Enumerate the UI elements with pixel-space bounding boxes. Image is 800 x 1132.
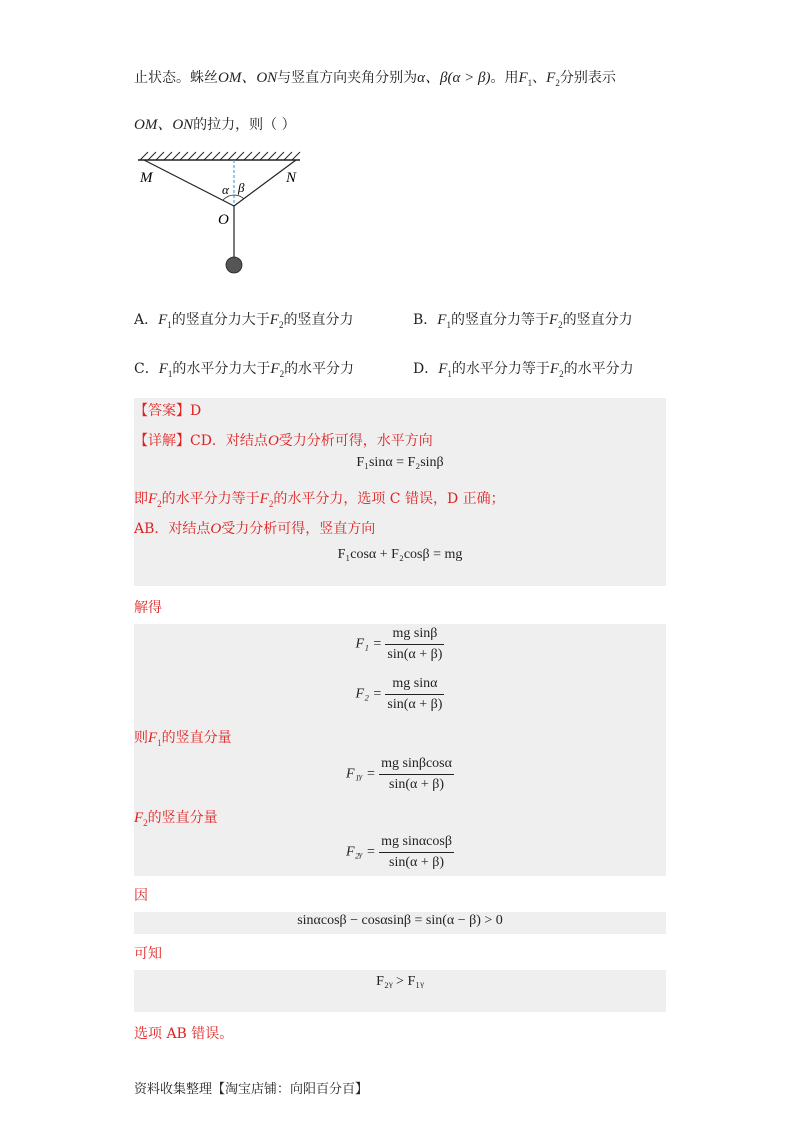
eq-lhs: F₁ = xyxy=(355,636,382,652)
then-f1-label xyxy=(134,728,232,753)
option-c[interactable] xyxy=(134,359,354,384)
detail-text: 的水平分力，选项 C 错误，D 正确； xyxy=(273,491,505,507)
o-symbol: O xyxy=(210,521,222,537)
angles-label: α、β(α > β) xyxy=(417,70,491,86)
answer-label: 【答案】D xyxy=(134,403,202,419)
f1-symbol: $F_1$ xyxy=(158,361,173,379)
option-letter: D． xyxy=(413,361,439,377)
option-d[interactable] xyxy=(413,359,634,384)
equation-vertical: F₁cosα + F₂cosβ = mg xyxy=(337,547,463,562)
detail-line-f2 xyxy=(134,489,505,514)
eq-lhs: F₂ᵧ = xyxy=(346,844,376,860)
label-m: M xyxy=(140,170,153,186)
question-text: 与竖直方向夹角分别为 xyxy=(277,70,418,86)
question-text: 的拉力，则（ ） xyxy=(193,117,296,133)
equation-f2y xyxy=(134,834,666,871)
detail-text: 的水平分力等于 xyxy=(161,491,260,507)
detail-text: 【详解】CD．对结点 xyxy=(134,433,268,449)
option-letter: A． xyxy=(134,312,159,328)
pendulum-figure xyxy=(130,148,310,278)
question-text: 分别表示 xyxy=(559,70,616,86)
equation-f1y xyxy=(134,756,666,793)
f1-symbol: $F_1$ xyxy=(437,312,451,330)
known-label: 可知 xyxy=(134,946,162,962)
detail-text: 则 xyxy=(134,730,148,746)
f2-symbol: $F_2$ xyxy=(148,491,162,509)
o-symbol: O xyxy=(267,433,279,449)
f2-symbol: $F_2$ xyxy=(269,312,284,330)
question-line-2 xyxy=(134,115,296,135)
equation-f2 xyxy=(134,676,666,713)
f2-symbol: $F_2$ xyxy=(546,70,560,88)
option-text: 的竖直分力大于 xyxy=(171,312,270,328)
f1-symbol: $F_1$ xyxy=(438,361,452,379)
option-text: 的水平分力大于 xyxy=(172,361,271,377)
fraction: $\frac{\text{mg sinα}}{\sin(\alpha + \beta)}$ xyxy=(387,676,443,712)
label-n: N xyxy=(286,170,297,186)
f1-symbol: $F_1$ xyxy=(518,70,533,88)
option-letter: B． xyxy=(413,312,438,328)
fraction: $\frac{\text{mg sinβcosα}}{\sin(\alpha + \beta)}$ xyxy=(381,756,452,792)
label-alpha: α xyxy=(222,182,229,197)
equation-horizontal: F₁sinα = F₂sinβ xyxy=(356,455,444,470)
detail-line-ab xyxy=(134,519,375,539)
option-text: 的竖直分力等于 xyxy=(450,312,549,328)
f2-symbol: $F_2$ xyxy=(270,361,285,379)
om-on-label: OM、ON xyxy=(134,117,194,133)
question-text: 止状态。蛛丝 xyxy=(134,70,218,86)
f1-symbol: $F_1$ xyxy=(148,730,162,748)
detail-text: 受力分析可得，竖直方向 xyxy=(221,521,376,537)
option-text: 的水平分力等于 xyxy=(451,361,550,377)
fraction: $\frac{\text{mg sinβ}}{\sin(\alpha + \beta)}$ xyxy=(387,626,443,662)
option-text: 的水平分力 xyxy=(563,361,634,377)
eq-lhs: F₂ = xyxy=(355,686,382,702)
option-b[interactable] xyxy=(413,310,633,335)
question-text: 。用 xyxy=(490,70,519,86)
equation-f1 xyxy=(134,626,666,663)
ceiling-hatch xyxy=(140,152,300,160)
detail-text: 的竖直分量 xyxy=(147,810,218,826)
f2-symbol: $F_2$ xyxy=(259,491,274,509)
option-text: 的水平分力 xyxy=(284,361,355,377)
om-on-label: OM、ON xyxy=(218,70,278,86)
question-line-1 xyxy=(134,68,616,93)
equation-sin-diff: sinαcosβ − cosαsinβ = sin(α − β) > 0 xyxy=(297,913,503,928)
because-label: 因 xyxy=(134,888,148,904)
f2-symbol: $F_2$ xyxy=(134,810,148,828)
string-om xyxy=(144,160,234,206)
option-letter: C． xyxy=(134,361,159,377)
option-text: 的竖直分力 xyxy=(283,312,354,328)
label-beta: β xyxy=(238,180,245,195)
f2-symbol: $F_2$ xyxy=(549,361,564,379)
solve-label: 解得 xyxy=(134,600,162,616)
detail-text: 即 xyxy=(134,491,148,507)
option-text: 的竖直分力 xyxy=(562,312,633,328)
footer-text: 资料收集整理【淘宝店铺：向阳百分百】 xyxy=(134,1082,369,1097)
f2-symbol: $F_2$ xyxy=(548,312,563,330)
ball xyxy=(226,257,242,273)
detail-text: 受力分析可得，水平方向 xyxy=(278,433,433,449)
eq-lhs: F₁ᵧ = xyxy=(346,766,376,782)
conclusion: 选项 AB 错误。 xyxy=(134,1026,234,1042)
detail-text: 的竖直分量 xyxy=(161,730,232,746)
f2-vertical-label xyxy=(134,808,218,833)
equation-compare: F₂ᵧ > F₁ᵧ xyxy=(376,974,424,989)
fraction: $\frac{\text{mg sinαcosβ}}{\sin(\alpha + \beta)}$ xyxy=(381,834,452,870)
option-a[interactable] xyxy=(134,310,353,335)
detail-line-cd xyxy=(134,431,433,451)
detail-text: AB．对结点 xyxy=(134,521,211,537)
separator: 、 xyxy=(532,70,547,86)
f1-symbol: $F_1$ xyxy=(158,312,172,330)
label-o: O xyxy=(218,212,229,228)
